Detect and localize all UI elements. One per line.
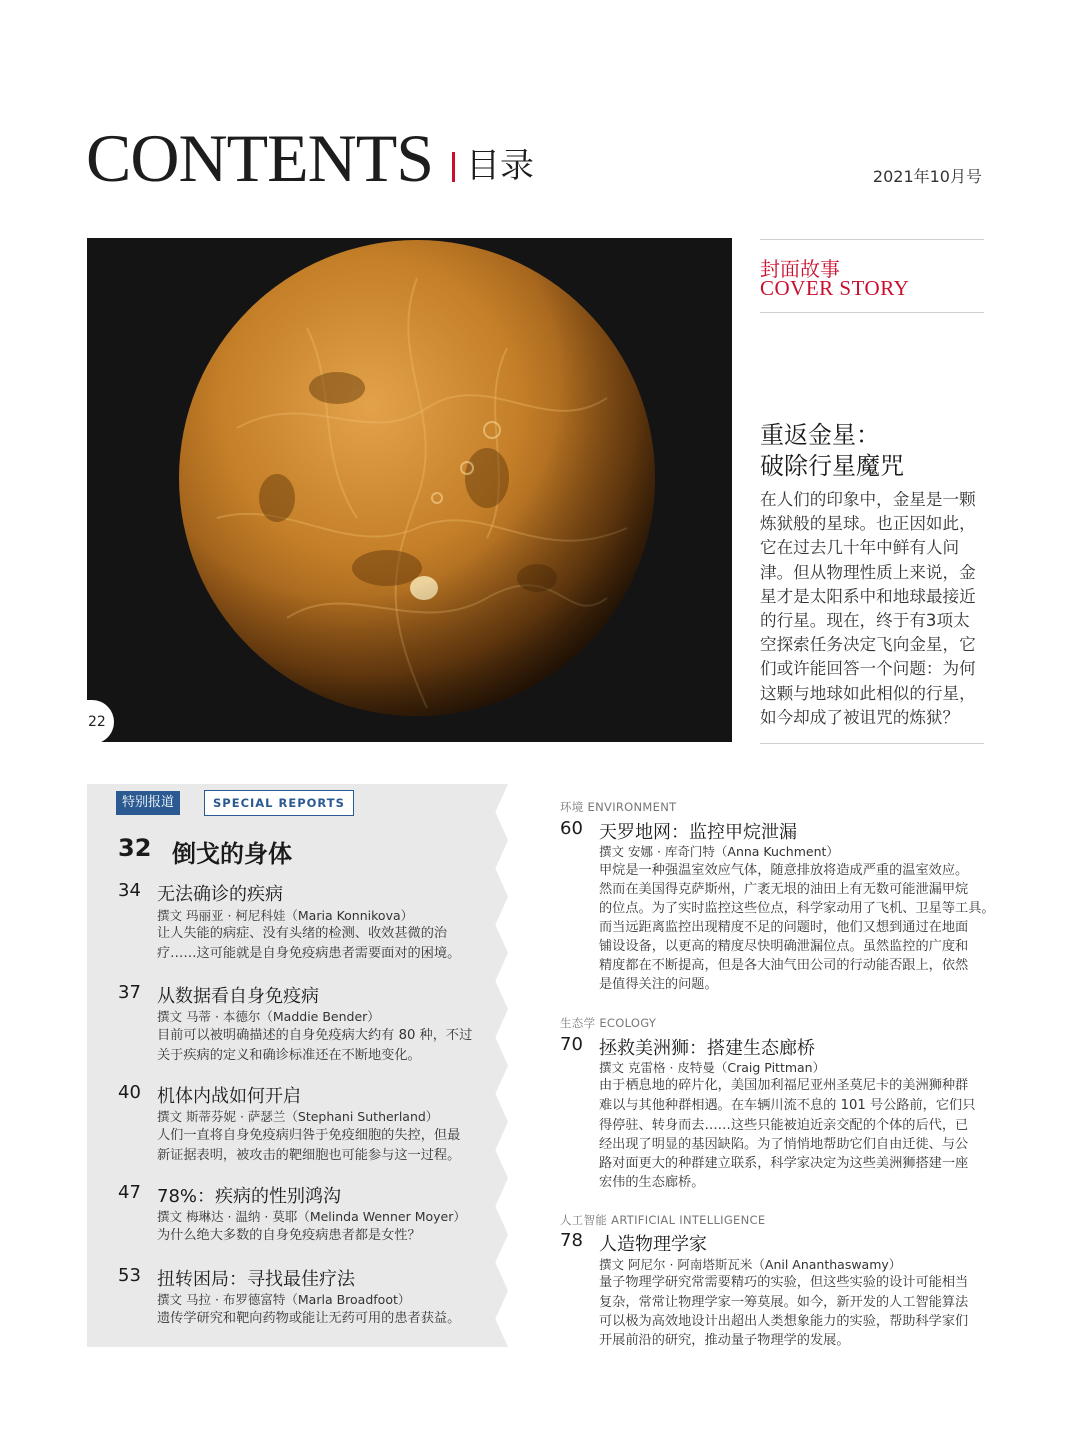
toc-title[interactable]: 机体内战如何开启 [157,1086,301,1107]
toc-byline: 撰文 阿尼尔 · 阿南塔斯瓦米（Anil Ananthaswamy） [599,1257,902,1272]
toc-byline: 撰文 梅琳达 · 温纳 · 莫耶（Melinda Wenner Moyer） [157,1209,466,1224]
cover-headline-line1: 重返金星： [760,421,880,449]
toc-desc: 得停驻、转身而去……这些只能被迫近亲交配的个体的后代，已 [599,1118,969,1133]
toc-page-number: 40 [118,1082,141,1103]
toc-title[interactable]: 从数据看自身免疫病 [157,986,319,1007]
cover-headline-line2: 破除行星魔咒 [760,452,904,480]
toc-desc: 的位点。为了实时监控这些位点，科学家动用了飞机、卫星等工具。 [599,901,995,916]
cover-headline[interactable] [760,420,990,482]
toc-desc: 由于栖息地的碎片化，美国加利福尼亚州圣莫尼卡的美洲狮种群 [599,1078,969,1093]
toc-desc: 量子物理学研究常需要精巧的实验，但这些实验的设计可能相当 [599,1275,969,1290]
toc-title[interactable]: 人造物理学家 [599,1234,707,1255]
issue-date: 2021年10月号 [872,167,982,186]
venus-planet-image [87,238,732,742]
toc-desc: 而当远距离监控出现精度不足的问题时，他们又想到通过在地面 [599,920,969,935]
toc-title[interactable]: 扭转困局：寻找最佳疗法 [157,1269,355,1290]
toc-byline: 撰文 玛丽亚 · 柯尼科娃（Maria Konnikova） [157,908,414,923]
toc-page-number: 60 [560,818,583,839]
toc-desc: 然而在美国得克萨斯州，广袤无垠的油田上有无数可能泄漏甲烷 [599,882,969,897]
divider [760,743,984,744]
toc-page-number: 34 [118,880,141,901]
special-report-number: 32 [118,834,152,862]
toc-desc: 经出现了明显的基因缺陷。为了悄悄地帮助它们自由迁徙、与公 [599,1137,969,1152]
toc-desc: 是值得关注的问题。 [599,977,718,992]
section-label: 生态学 ECOLOGY [560,1016,657,1030]
toc-title[interactable]: 天罗地网：监控甲烷泄漏 [599,822,797,843]
divider [760,312,984,313]
toc-desc: 遗传学研究和靶向药物或能让无药可用的患者获益。 [157,1311,461,1326]
divider [760,239,984,240]
section-label: 人工智能 ARTIFICIAL INTELLIGENCE [560,1213,766,1227]
page-number-badge[interactable]: 22 [84,700,114,744]
toc-desc: 为什么绝大多数的自身免疫病患者都是女性？ [157,1228,421,1243]
toc-entry[interactable] [118,880,141,901]
toc-page-number: 78 [560,1230,583,1251]
toc-desc: 关于疾病的定义和确诊标准还在不断地变化。 [157,1048,421,1063]
toc-desc: 新证据表明，被攻击的靶细胞也可能参与这一过程。 [157,1148,461,1163]
toc-desc: 铺设设备，以更高的精度尽快明确泄漏位点。虽然监控的广度和 [599,939,969,954]
section-label: 环境 ENVIRONMENT [560,800,677,814]
cover-image[interactable] [87,238,732,742]
toc-desc: 人们一直将自身免疫病归咎于免疫细胞的失控，但最 [157,1128,461,1143]
toc-desc: 目前可以被明确描述的自身免疫病大约有 80 种，不过 [157,1028,473,1043]
toc-byline: 撰文 斯蒂芬妮 · 萨瑟兰（Stephani Sutherland） [157,1109,439,1124]
toc-desc: 宏伟的生态廊桥。 [599,1175,705,1190]
toc-page-number: 53 [118,1265,141,1286]
toc-desc: 甲烷是一种强温室效应气体，随意排放将造成严重的温室效应。 [599,863,969,878]
toc-desc: 疗……这可能就是自身免疫病患者需要面对的困境。 [157,946,461,961]
cover-story-summary: 在人们的印象中，金星是一颗炼狱般的星球。也正因如此，它在过去几十年中鲜有人问津。但从物理性质上来说，金星才是太阳系中和地球最接近的行星。现在，终于有3项太空探索任务决定飞向金星，它们或许能回答一个问题：为何这颗与地球如此相似的行星，如今却成了被诅咒的炼狱？ [760,490,976,727]
special-report-title[interactable]: 倒戈的身体 [172,840,292,868]
toc-page-number: 37 [118,982,141,1003]
toc-desc: 难以与其他种群相遇。在车辆川流不息的 101 号公路前，它们只 [599,1098,976,1113]
toc-page-number: 47 [118,1182,141,1203]
toc-title[interactable]: 无法确诊的疾病 [157,884,283,905]
toc-desc: 可以极为高效地设计出超出人类想象能力的实验，帮助科学家们 [599,1314,969,1329]
toc-desc: 路对面更大的种群建立联系，科学家决定为这些美洲狮搭建一座 [599,1156,969,1171]
special-reports-tag-en: SPECIAL REPORTS [204,790,354,816]
toc-title[interactable]: 78%：疾病的性别鸿沟 [157,1186,342,1207]
toc-desc: 开展前沿的研究，推动量子物理学的发展。 [599,1333,850,1348]
toc-desc: 精度都在不断提高，但是各大油气田公司的行动能否跟上，依然 [599,958,969,973]
toc-desc: 复杂，常常让物理学家一筹莫展。如今，新开发的人工智能算法 [599,1295,969,1310]
special-reports-tag-cn: 特别报道 [116,791,180,815]
toc-byline: 撰文 安娜 · 库奇门特（Anna Kuchment） [599,844,839,859]
toc-title[interactable]: 拯救美洲狮：搭建生态廊桥 [599,1038,815,1059]
cover-story-label-cn: 封面故事 [760,257,840,281]
title-divider [452,152,455,182]
toc-page-number: 70 [560,1034,583,1055]
contents-title-cn: 目录 [466,146,534,186]
toc-byline: 撰文 克雷格 · 皮特曼（Craig Pittman） [599,1060,826,1075]
toc-desc: 让人失能的病症、没有头绪的检测、收效甚微的治 [157,926,448,941]
toc-byline: 撰文 马拉 · 布罗德富特（Marla Broadfoot） [157,1292,411,1307]
toc-byline: 撰文 马蒂 · 本德尔（Maddie Bender） [157,1009,380,1024]
contents-title: CONTENTS [86,120,434,196]
cover-story-label-en: COVER STORY [760,276,910,300]
